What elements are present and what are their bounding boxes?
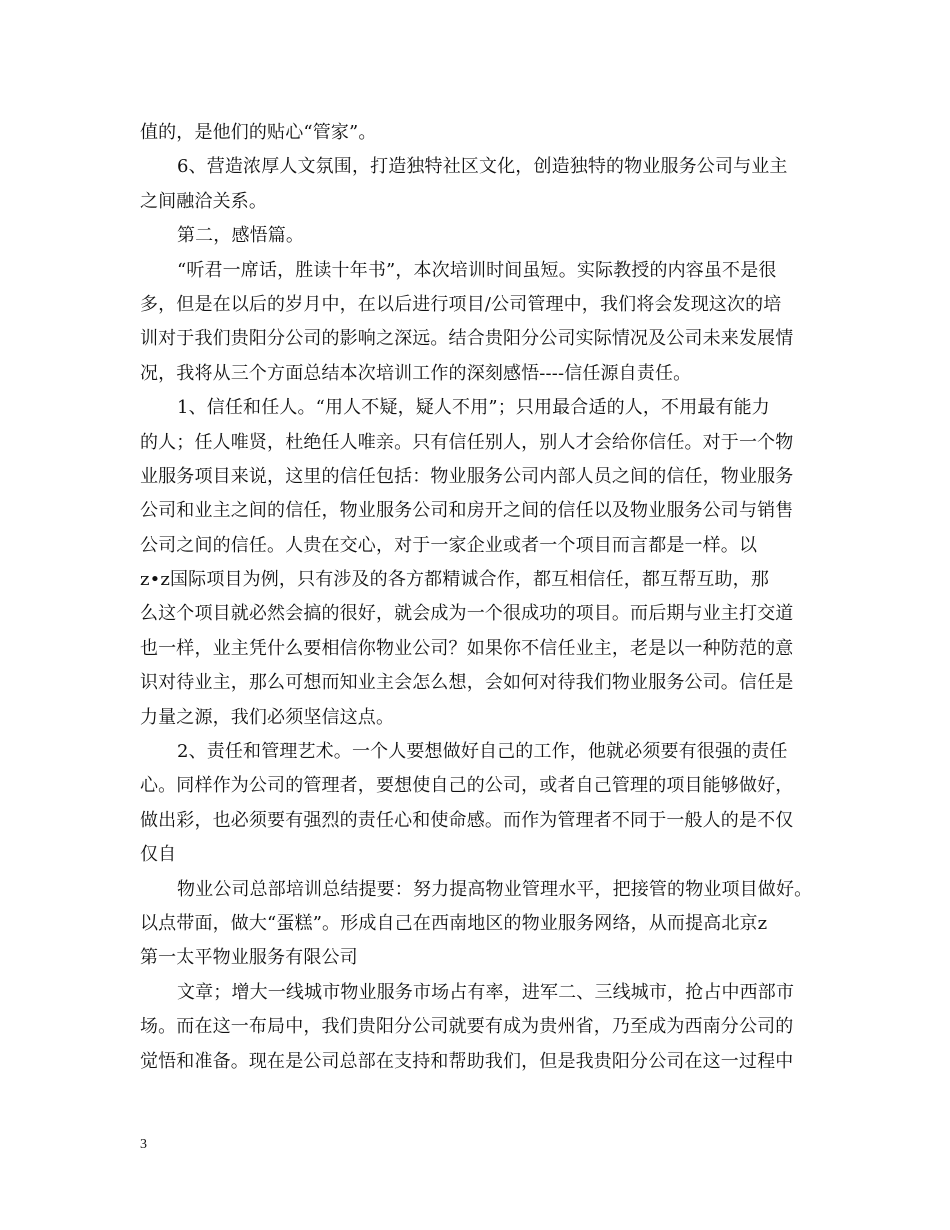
text-line: 场。而在这一布局中，我们贵阳分公司就要有成为贵州省，乃至成为西南分公司的 (140, 1016, 794, 1038)
text-line: 第二，感悟篇。 (177, 225, 305, 247)
text-line: 物业公司总部培训总结提要：努力提高物业管理水平，把接管的物业项目做好。 (177, 878, 813, 900)
text-line: z•z国际项目为例，只有涉及的各方都精诚合作，都互相信任，都互帮互助，那 (140, 569, 769, 591)
text-line: 心。同样作为公司的管理者，要想使自己的公司，或者自己管理的项目能够做好， (140, 775, 794, 797)
text-line: 训对于我们贵阳分公司的影响之深远。结合贵阳分公司实际情况及公司未来发展情 (140, 328, 794, 350)
text-line: 以点带面，做大“蛋糕”。形成自己在西南地区的物业服务网络，从而提高北京z (140, 912, 768, 934)
page-number: 3 (140, 1137, 147, 1152)
text-line: 文章；增大一线城市物业服务市场占有率，进军二、三线城市，抢占中西部市 (177, 981, 795, 1003)
text-line: 仅自 (140, 844, 177, 866)
text-line: 公司之间的信任。人贵在交心，对于一家企业或者一个项目而言都是一样。以 (140, 534, 758, 556)
text-line: 也一样，业主凭什么要相信你物业公司？如果你不信任业主，老是以一种防范的意 (140, 637, 794, 659)
text-line: 6、营造浓厚人文氛围，打造独特社区文化，创造独特的物业服务公司与业主 (177, 156, 788, 178)
text-line: 况，我将从三个方面总结本次培训工作的深刻感悟----信任源自责任。 (140, 362, 692, 384)
text-line: 多，但是在以后的岁月中，在以后进行项目/公司管理中，我们将会发现这次的培 (140, 293, 782, 315)
text-line: “听君一席话，胜读十年书”，本次培训时间虽短。实际教授的内容虽不是很 (177, 259, 777, 281)
text-line: 值的，是他们的贴心“管家”。 (140, 122, 377, 143)
text-line: 之间融洽关系。 (140, 190, 268, 212)
text-line: 觉悟和准备。现在是公司总部在支持和帮助我们，但是我贵阳分公司在这一过程中 (140, 1050, 794, 1072)
text-line: 么这个项目就必然会搞的很好，就会成为一个很成功的项目。而后期与业主打交道 (140, 603, 794, 625)
text-line: 识对待业主，那么可想而知业主会怎么想，会如何对待我们物业服务公司。信任是 (140, 672, 794, 694)
text-line: 的人；任人唯贤，杜绝任人唯亲。只有信任别人，别人才会给你信任。对于一个物 (140, 431, 794, 453)
text-line: 做出彩，也必须要有强烈的责任心和使命感。而作为管理者不同于一般人的是不仅 (140, 809, 794, 831)
text-line: 第一太平物业服务有限公司 (140, 947, 358, 969)
text-line: 公司和业主之间的信任，物业服务公司和房开之间的信任以及物业服务公司与销售 (140, 500, 794, 522)
text-line: 力量之源，我们必须坚信这点。 (140, 706, 395, 728)
text-line: 业服务项目来说，这里的信任包括：物业服务公司内部人员之间的信任，物业服务 (140, 465, 794, 487)
text-line: 2、责任和管理艺术。一个人要想做好自己的工作，他就必须要有很强的责任 (177, 741, 788, 763)
document-body (140, 116, 840, 1079)
text-line: 1、信任和任人。“用人不疑，疑人不用”；只用最合适的人，不用最有能力 (177, 397, 770, 419)
